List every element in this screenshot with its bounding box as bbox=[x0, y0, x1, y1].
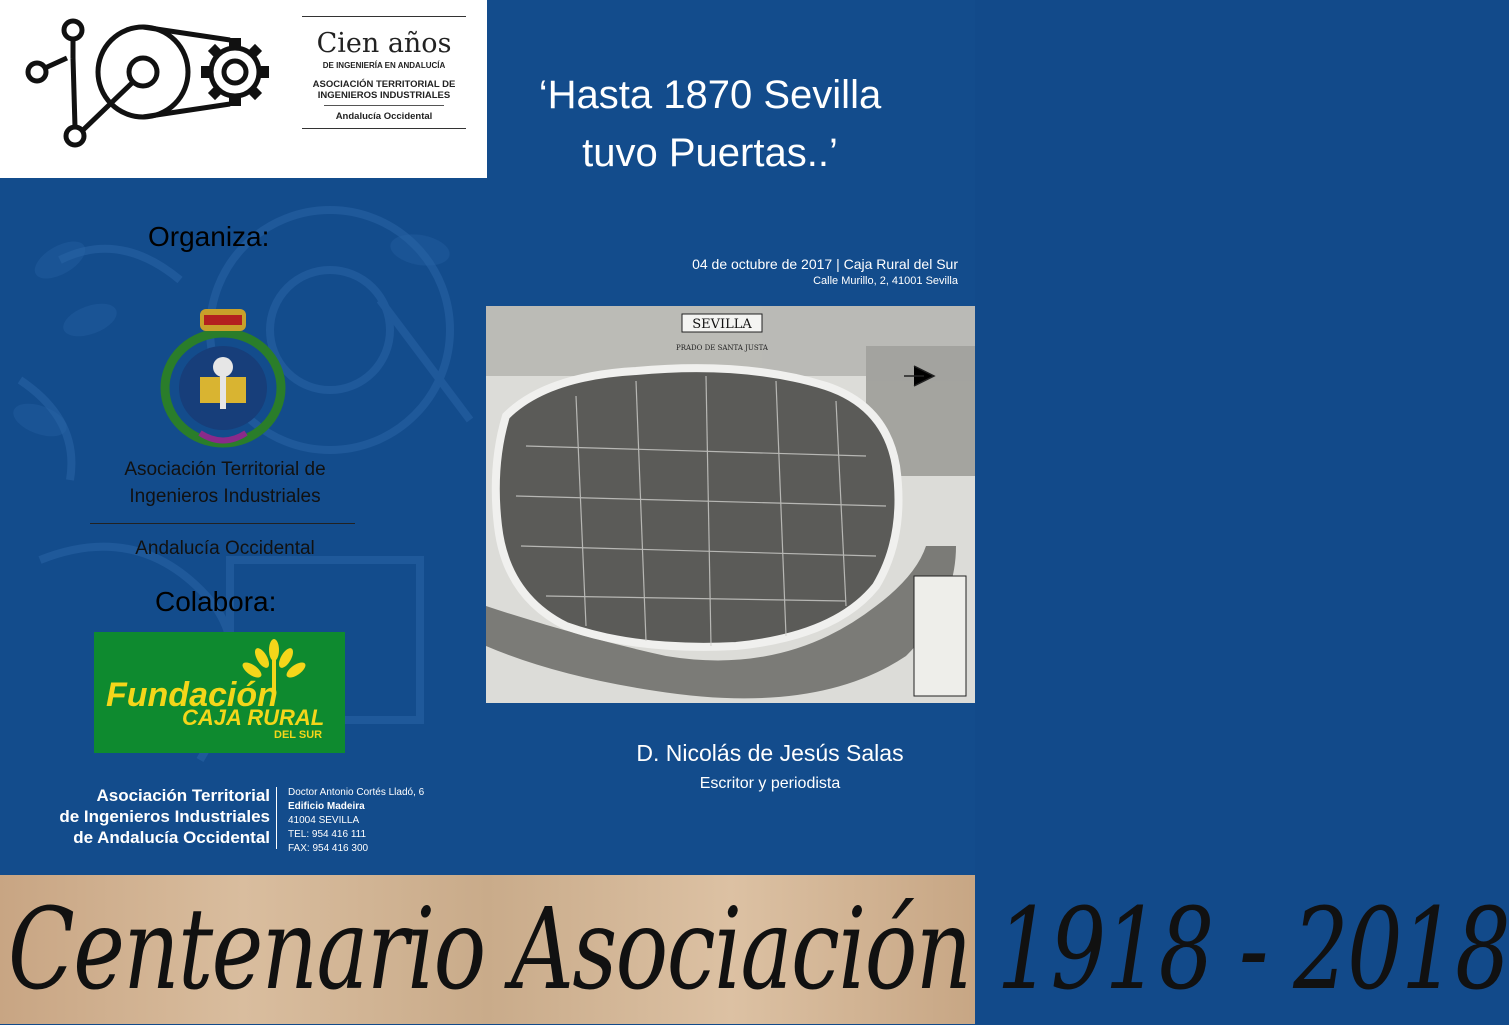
centenary-script-text: Centenario Asociación 1918 - 2018 bbox=[8, 885, 1509, 1015]
map-caption: PRADO DE SANTA JUSTA bbox=[676, 344, 768, 352]
contact-name-line2: de Ingenieros Industriales bbox=[59, 807, 270, 826]
seville-map-illustration bbox=[486, 306, 975, 703]
logo-org-line2: INGENIEROS INDUSTRIALES bbox=[317, 90, 451, 101]
fund-line2: CAJA RURAL bbox=[182, 705, 325, 730]
event-title bbox=[500, 66, 920, 182]
contact-street: Doctor Antonio Cortés Lladó, 6 bbox=[288, 787, 425, 798]
header-logo-panel bbox=[0, 0, 487, 178]
contact-name-line1: Asociación Territorial bbox=[96, 786, 270, 805]
logo-org-line1: ASOCIACIÓN TERRITORIAL DE bbox=[312, 79, 456, 90]
contact-name-line3: de Andalucía Occidental bbox=[73, 828, 270, 847]
logo-region: Andalucía Occidental bbox=[335, 111, 433, 122]
event-address: Calle Murillo, 2, 41001 Sevilla bbox=[813, 275, 958, 287]
contact-divider bbox=[276, 787, 277, 849]
contact-city: 41004 SEVILLA bbox=[288, 815, 360, 826]
organiza-org-name bbox=[80, 456, 370, 510]
colabora-label: Colabora: bbox=[155, 586, 277, 617]
fund-line1: Fundación bbox=[106, 676, 278, 714]
organiza-org-line1: Asociación Territorial de bbox=[124, 459, 326, 480]
fund-line3: DEL SUR bbox=[274, 729, 323, 741]
speaker-name: D. Nicolás de Jesús Salas bbox=[636, 740, 904, 766]
speaker-role: Escritor y periodista bbox=[699, 775, 841, 792]
contact-org-name bbox=[20, 785, 270, 848]
map-title: SEVILLA bbox=[692, 317, 752, 332]
organiza-region: Andalucía Occidental bbox=[135, 538, 315, 559]
organiza-org-line2: Ingenieros Industriales bbox=[129, 486, 321, 507]
event-date-venue: 04 de octubre de 2017 | Caja Rural del Sur bbox=[692, 256, 958, 272]
contact-building: Edificio Madeira bbox=[288, 801, 365, 812]
logo-org bbox=[302, 79, 466, 101]
contact-fax: FAX: 954 416 300 bbox=[288, 843, 369, 854]
historic-map-image bbox=[486, 306, 975, 703]
event-title-line1: ‘Hasta 1870 Sevilla bbox=[538, 73, 882, 117]
engineers-crest-icon bbox=[160, 303, 290, 452]
centenary-footer bbox=[0, 875, 1509, 1024]
event-title-line2: tuvo Puertas..’ bbox=[582, 131, 838, 175]
fundacion-caja-rural-logo bbox=[94, 632, 345, 753]
contact-address bbox=[288, 786, 424, 856]
logo-text-block bbox=[302, 16, 466, 129]
speaker-block bbox=[560, 740, 980, 793]
organiza-label: Organiza: bbox=[148, 221, 270, 252]
divider bbox=[90, 523, 355, 524]
logo-subtitle: DE INGENIERÍA EN ANDALUCÍA bbox=[322, 61, 446, 70]
gear-100-icon bbox=[15, 10, 305, 180]
logo-title: Cien años bbox=[316, 28, 452, 59]
contact-tel: TEL: 954 416 111 bbox=[288, 829, 367, 840]
